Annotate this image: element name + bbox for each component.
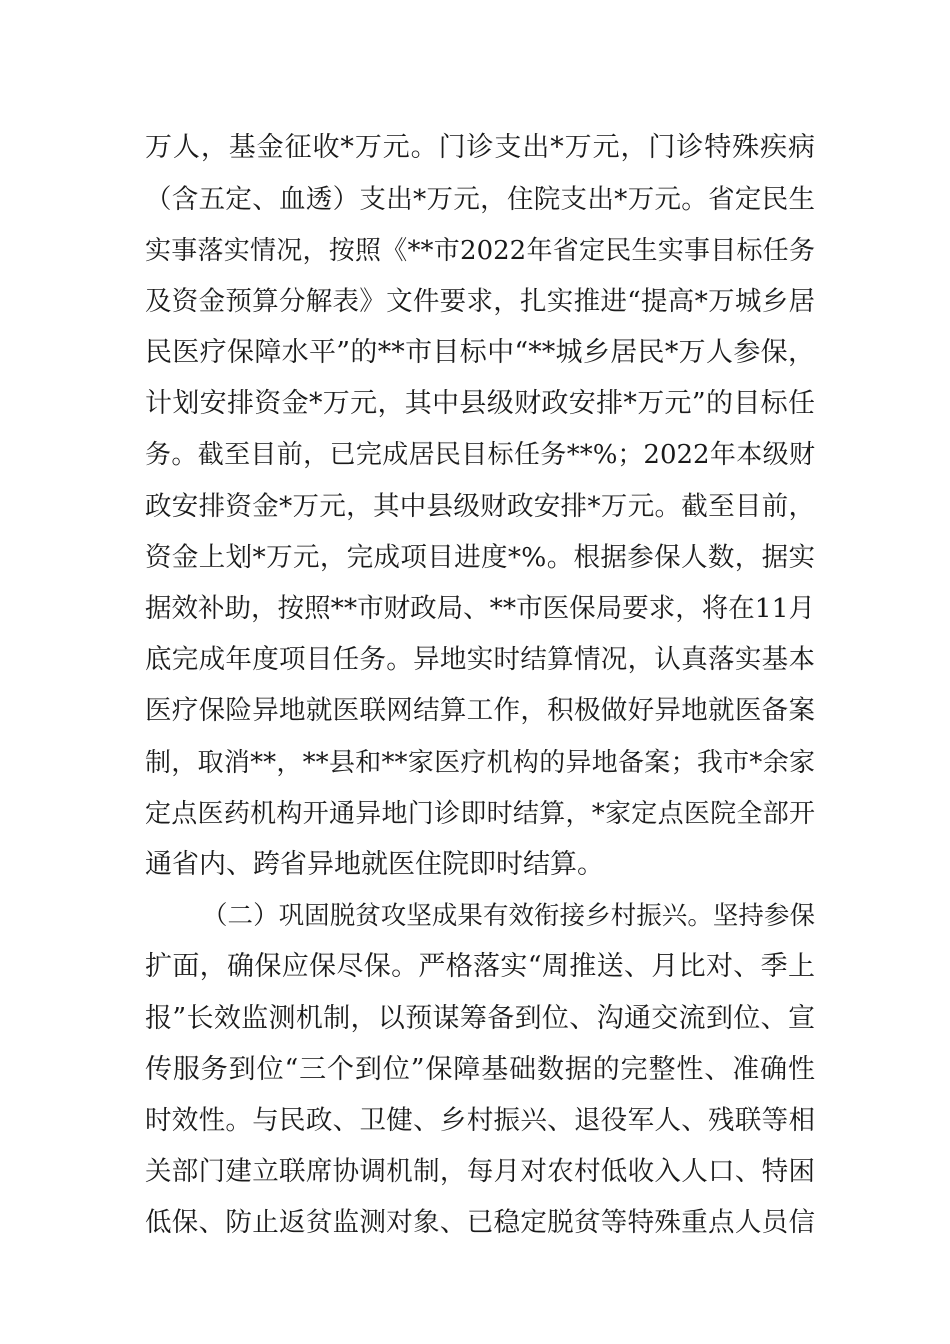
body-text-line: 民医疗保障水平”的**市目标中“**城乡居民*万人参保，: [145, 337, 815, 368]
body-text-line: 扩面，确保应保尽保。严格落实“周推送、月比对、季上: [145, 951, 815, 982]
body-text-line: 报”长效监测机制，以预谋筹备到位、沟通交流到位、宣: [145, 1003, 815, 1034]
body-text-line: 资金上划*万元，完成项目进度*%。根据参保人数，据实: [145, 542, 815, 573]
body-text-line: 低保、防止返贫监测对象、已稳定脱贫等特殊重点人员信: [145, 1207, 815, 1238]
body-text-line: 传服务到位“三个到位”保障基础数据的完整性、准确性: [145, 1054, 815, 1085]
body-text-line: 及资金预算分解表》文件要求，扎实推进“提高*万城乡居: [145, 286, 815, 317]
body-text-line: （含五定、血透）支出*万元，住院支出*万元。省定民生: [145, 184, 815, 215]
body-text-line: 通省内、跨省异地就医住院即时结算。: [145, 849, 604, 880]
body-text-line: 政安排资金*万元，其中县级财政安排*万元。截至目前，: [145, 491, 815, 522]
body-text-line: 定点医药机构开通异地门诊即时结算，*家定点医院全部开: [145, 799, 815, 829]
body-text-line: 务。截至目前，已完成居民目标任务**%；2022年本级财: [145, 440, 815, 470]
body-text-line: 实事落实情况，按照《**市2022年省定民生实事目标任务: [145, 236, 815, 266]
body-text-line: 计划安排资金*万元，其中县级财政安排*万元”的目标任: [145, 388, 815, 419]
body-text-line: 万人，基金征收*万元。门诊支出*万元，门诊特殊疾病: [145, 132, 815, 163]
body-text-line: 时效性。与民政、卫健、乡村振兴、退役军人、残联等相: [145, 1105, 815, 1136]
section-heading-line: （二）巩固脱贫攻坚成果有效衔接乡村振兴。坚持参保: [202, 901, 815, 931]
body-text-line: 制，取消**，**县和**家医疗机构的异地备案；我市*余家: [145, 748, 815, 778]
body-text-line: 关部门建立联席协调机制，每月对农村低收入人口、特困: [145, 1156, 815, 1187]
body-text-line: 底完成年度项目任务。异地实时结算情况，认真落实基本: [145, 644, 815, 675]
body-text-line: 据效补助，按照**市财政局、**市医保局要求，将在11月: [145, 593, 815, 624]
body-text-line: 医疗保险异地就医联网结算工作，积极做好异地就医备案: [145, 695, 815, 726]
